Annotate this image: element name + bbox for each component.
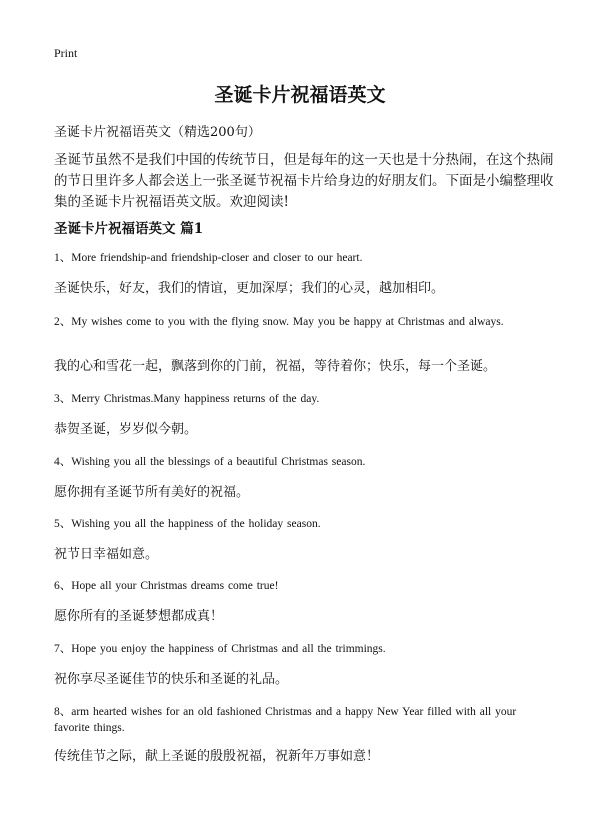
- entry-english: 3、Merry Christmas.Many happiness returns of the day.: [54, 393, 320, 405]
- entry-chinese: 愿你拥有圣诞节所有美好的祝福。: [54, 485, 250, 500]
- entry-english: 4、Wishing you all the blessings of a beautiful Christmas season.: [54, 456, 366, 468]
- entry-chinese: 祝节日幸福如意。: [54, 547, 159, 562]
- entry-english: 6、Hope all your Christmas dreams come true!: [54, 580, 279, 592]
- entry-chinese: 祝你享尽圣诞佳节的快乐和圣诞的礼品。: [54, 672, 289, 687]
- entry-chinese: 我的心和雪花一起，飘落到你的门前，祝福，等待着你；快乐，每一个圣诞。: [54, 359, 497, 374]
- entry-english: 5、Wishing you all the happiness of the holiday season.: [54, 518, 321, 530]
- entry-chinese: 恭贺圣诞，岁岁似今朝。: [54, 422, 198, 437]
- entry-chinese: 传统佳节之际，献上圣诞的殷殷祝福，祝新年万事如意！: [54, 749, 380, 764]
- print-link[interactable]: Print: [54, 46, 78, 60]
- section-heading: 圣诞卡片祝福语英文 篇1: [54, 221, 204, 237]
- page-subtitle: 圣诞卡片祝福语英文（精选200句）: [54, 125, 261, 140]
- entry-english: 7、Hope you enjoy the happiness of Christmas and all the trimmings.: [54, 643, 386, 655]
- entry-english: 1、More friendship-and friendship-closer and closer to our heart.: [54, 252, 363, 264]
- entry-english: 8、arm hearted wishes for an old fashioned Christmas and a happy New Year filled with all your favorite things.: [54, 706, 517, 734]
- entry-english: 2、My wishes come to you with the flying snow. May you be happy at Christmas and always.: [54, 316, 504, 328]
- page-title: 圣诞卡片祝福语英文: [214, 84, 386, 106]
- intro-paragraph: 圣诞节虽然不是我们中国的传统节日，但是每年的这一天也是十分热闹，在这个热闹的节日里许多人都会送上一张圣诞节祝福卡片给身边的好朋友们。下面是小编整理收集的圣诞卡片祝福语英文版。欢迎阅读!: [54, 152, 554, 210]
- entry-chinese: 愿你所有的圣诞梦想都成真！: [54, 609, 224, 624]
- entry-chinese: 圣诞快乐，好友，我们的情谊，更加深厚；我们的心灵，越加相印。: [54, 281, 445, 296]
